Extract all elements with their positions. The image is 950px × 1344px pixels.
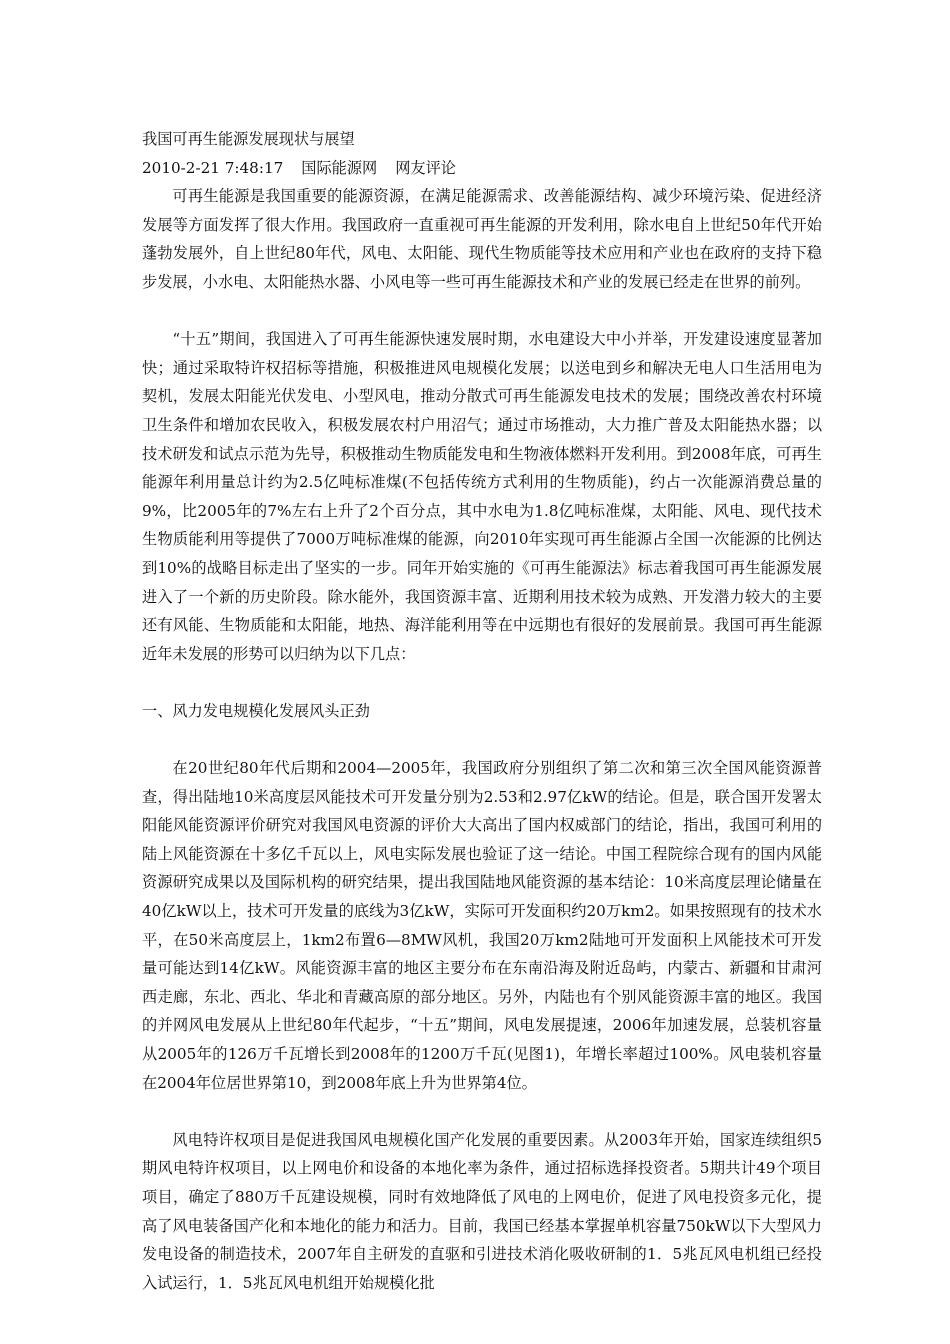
paragraph-gap [142, 725, 822, 754]
section-heading-wind: 一、风力发电规模化发展风头正劲 [142, 701, 370, 720]
article-source: 国际能源网 [301, 158, 378, 177]
article-meta [142, 154, 822, 183]
paragraph-wind-resources: 在20世纪80年代后期和2004—2005年，我国政府分别组织了第二次和第三次全国风能资源普查，得出陆地10米高度层风能技术可开发量分别为2.53和2.97亿kW的结论。但是，联合国开发署太阳能风能资源评价研究对我国风电资源的评价大大高出了国内权威部门的结论，指出，我国可利用的陆上风能资源在十多亿千瓦以上，风电实际发展也验证了这一结论。中国工程院综合现有的国内风能资源研究成果以及国际机构的研究结果，提出我国陆地风能资源的基本结论：10米高度层理论储量在40亿kW以上，技术可开发量的底线为3亿kW，实际可开发面积约20万km2。如果按照现有的技术水平，在50米高度层上，1km2布置6—8MW风机，我国20万km2陆地可开发面积上风能技术可开发量可能达到14亿kW。风能资源丰富的地区主要分布在东南沿海及附近岛屿，内蒙古、新疆和甘肃河西走廊，东北、西北、华北和青藏高原的部分地区。另外，内陆也有个别风能资源丰富的地区。我国的并网风电发展从上世纪80年代起步，“十五”期间，风电发展提速，2006年加速发展，总装机容量从2005年的126万千瓦增长到2008年的1200万千瓦(见图1)，年增长率超过100%。风电装机容量在2004年位居世界第10，到2008年底上升为世界第4位。 [142, 759, 822, 1092]
paragraph-wind-concession: 风电特许权项目是促进我国风电规模化国产化发展的重要因素。从2003年开始，国家连续组织5期风电特许权项目，以上网电价和设备的本地化率为条件，通过招标选择投资者。5期共计49个项目项目，确定了880万千瓦建设规模，同时有效地降低了风电的上网电价，促进了风电投资多元化，提高了风电装备国产化和本地化的能力和活力。目前，我国已经基本掌握单机容量750kW以下大型风力发电设备的制造技术，2007年自主研发的直驱和引进技术消化吸收研制的1．5兆瓦风电机组已经投入试运行，1．5兆瓦风电机组开始规模化批 [142, 1130, 822, 1292]
article-date: 2010-2-21 7:48:17 [142, 158, 284, 177]
paragraph-gap [142, 297, 822, 326]
paragraph-tenth-five-year: “十五”期间，我国进入了可再生能源快速发展时期，水电建设大中小并举，开发建设速度显著加快；通过采取特许权招标等措施，积极推进风电规模化发展；以送电到乡和解决无电人口生活用电为契机，发展太阳能光伏发电、小型风电，推动分散式可再生能源发电技术的发展；围绕改善农村环境卫生条件和增加农民收入，积极发展农村户用沼气；通过市场推动，大力推广普及太阳能热水器；以技术研发和试点示范为先导，积极推动生物质能发电和生物液体燃料开发利用。到2008年底，可再生能源年利用量总计约为2.5亿吨标准煤(不包括传统方式利用的生物质能)，约占一次能源消费总量的9%，比2005年的7%左右上升了2个百分点，其中水电为1.8亿吨标准煤，太阳能、风电、现代技术生物质能利用等提供了7000万吨标准煤的能源，向2010年实现可再生能源占全国一次能源的比例达到10%的战略目标走出了坚实的一步。同年开始实施的《可再生能源法》标志着我国可再生能源发展进入了一个新的历史阶段。除水能外，我国资源丰富、近期利用技术较为成熟、开发潜力较大的主要还有风能、生物质能和太阳能，地热、海洋能利用等在中远期也有很好的发展前景。我国可再生能源近年未发展的形势可以归纳为以下几点： [142, 330, 822, 663]
paragraph-gap [142, 1097, 822, 1126]
document-page [142, 125, 822, 1297]
paragraph-intro: 可再生能源是我国重要的能源资源，在满足能源需求、改善能源结构、减少环境污染、促进经济发展等方面发挥了很大作用。我国政府一直重视可再生能源的开发利用，除水电自上世纪50年代开始蓬勃发展外，自上世纪80年代，风电、太阳能、现代生物质能等技术应用和产业也在政府的支持下稳步发展，小水电、太阳能热水器、小风电等一些可再生能源技术和产业的发展已经走在世界的前列。 [142, 187, 822, 291]
article-title: 我国可再生能源发展现状与展望 [142, 130, 355, 148]
comments-link[interactable]: 网友评论 [395, 158, 456, 177]
paragraph-gap [142, 668, 822, 697]
